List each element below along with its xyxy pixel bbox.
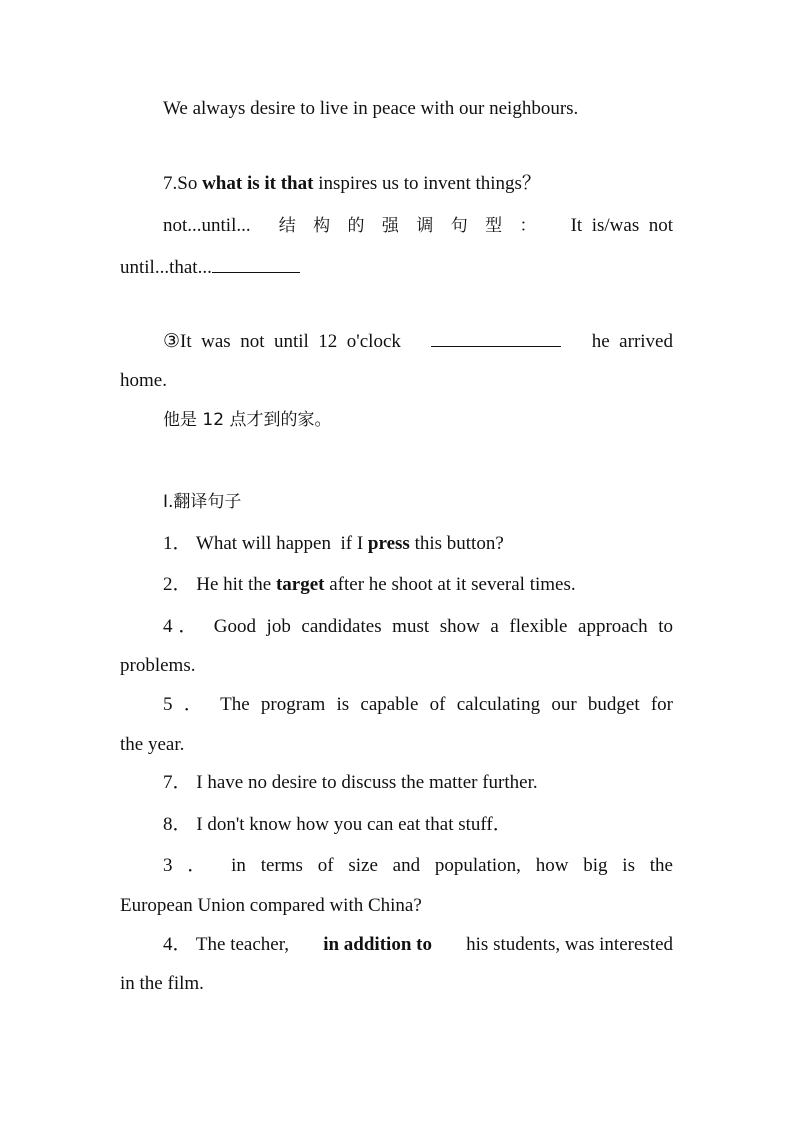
item-7-bold: what is it that [202,173,314,194]
sentence-6: 8． I don't know how you can eat that stuff． [163,814,512,835]
sentence-2 [163,573,576,597]
structure-post: It is/was not [570,215,673,236]
s2-pre: 2． He hit the [163,574,276,595]
structure-pre: not...until... [163,215,251,236]
s1-bold: press [367,533,410,554]
exercise-3-translation: 他是 12 点才到的家。 [163,410,332,430]
structure-cont-text: until...that... [120,257,212,278]
structure-note [163,214,673,238]
sentence-3-cont: problems. [120,655,196,676]
exercise-3-pre: ③It was not until 12 o'clock [163,331,401,352]
s1-post: this button? [409,533,504,554]
item-7-pre: 7.So [163,173,203,194]
s8-pre: 4． The teacher, [163,934,294,955]
structure-note-cont [120,256,300,280]
s2-post: after he shoot at it several times. [324,574,576,595]
answer-blank-2[interactable] [431,330,561,347]
sentence-8-cont: in the film. [120,973,204,994]
sentence-7: 3 ． in terms of size and population, how big is the [163,855,673,876]
sentence-3: 4． Good job candidates must show a flexible approach to [163,616,673,637]
exercise-3-post: he arrived [591,331,673,352]
exercise-3-cont: home. [120,370,167,391]
s2-bold: target [275,574,325,595]
sentence-4-cont: the year. [120,734,185,755]
s8-post: his students, was interested [461,934,673,955]
item-7-post: inspires us to invent things？ [313,173,541,194]
s8-bold: in addition to [323,934,432,955]
sentence-5: 7． I have no desire to discuss the matter further. [163,772,538,793]
answer-blank-1[interactable] [212,256,300,273]
s1-pre: 1． What will happen if I [163,533,368,554]
item-7-heading [163,172,541,196]
sentence-8 [163,933,673,957]
section-heading: Ⅰ.翻译句子 [163,492,242,512]
exercise-3 [163,330,673,354]
sentence-7-cont: European Union compared with China? [120,895,422,916]
structure-cjk: 结 构 的 强 调 句 型 ： [278,216,543,236]
sentence-4: 5 ． The program is capable of calculating our budget for [163,694,673,715]
sentence-peace: We always desire to live in peace with our neighbours. [163,98,579,119]
sentence-1 [163,532,504,556]
